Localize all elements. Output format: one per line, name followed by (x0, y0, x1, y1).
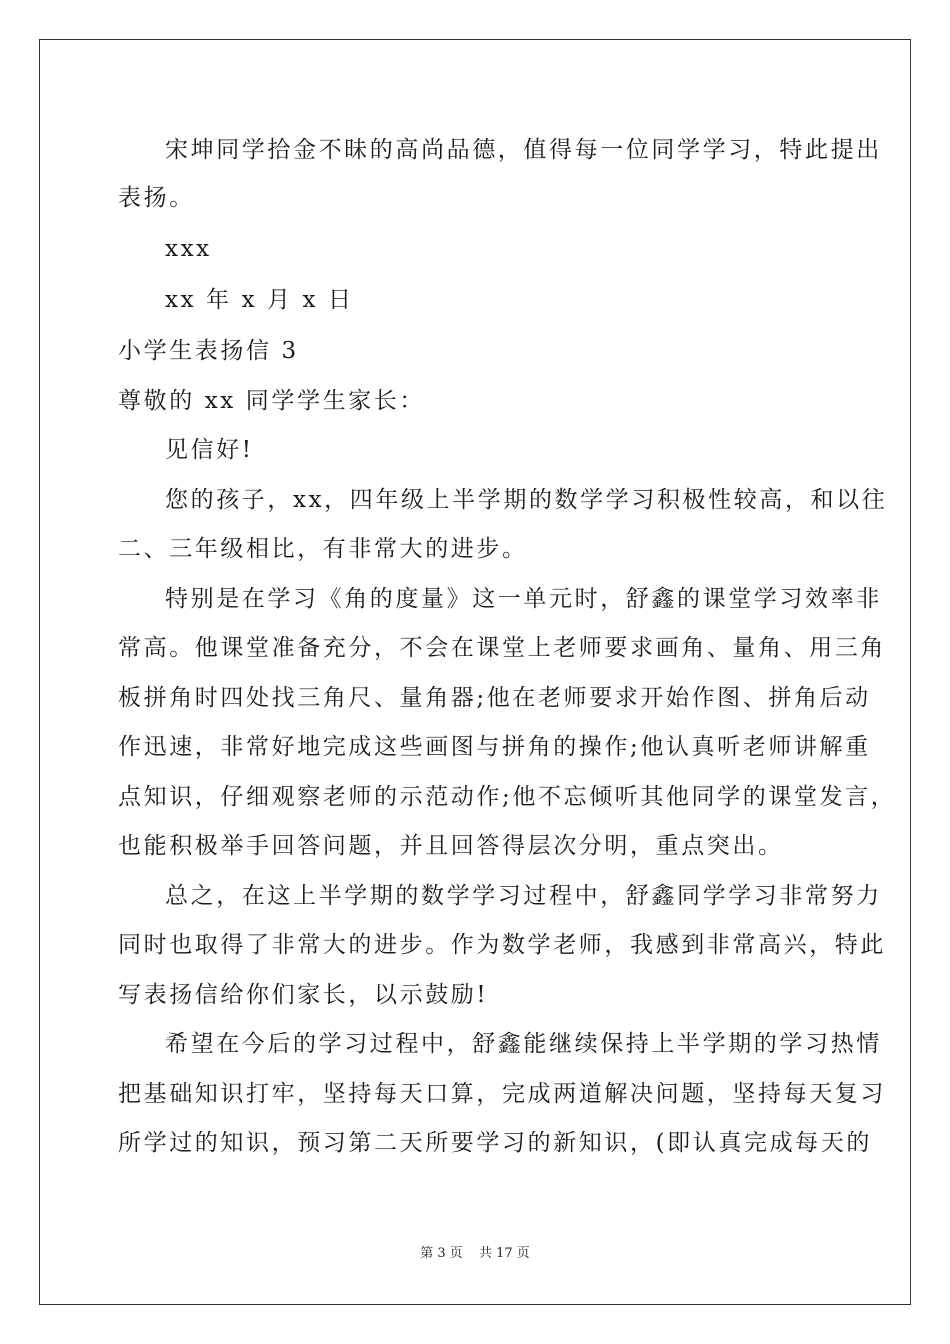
greeting: 见信好! (165, 437, 254, 463)
paragraph-line: 总之，在这上半学期的数学学习过程中，舒鑫同学学习非常努力 (165, 883, 882, 909)
paragraph-line: 您的孩子，xx，四年级上半学期的数学学习积极性较高，和以往 (165, 487, 888, 513)
paragraph-line: 表扬。 (118, 185, 195, 211)
paragraph-line: 作迅速，非常好地完成这些画图与拼角的操作;他认真听老师讲解重 (118, 734, 871, 760)
page-footer (0, 1245, 950, 1263)
paragraph-line: 也能积极举手回答问题，并且回答得层次分明，重点突出。 (118, 833, 784, 859)
salutation: 尊敬的 xx 同学学生家长： (118, 388, 425, 414)
page-number: 第 3 页 (420, 1246, 463, 1261)
paragraph-line: 板拼角时四处找三角尺、量角器;他在老师要求开始作图、拼角后动 (118, 685, 871, 711)
page-total: 共 17 页 (478, 1246, 530, 1261)
signature-date: xx 年 x 月 x 日 (165, 287, 354, 313)
paragraph-line: 写表扬信给你们家长，以示鼓励! (118, 982, 489, 1008)
paragraph-line: 常高。他课堂准备充分，不会在课堂上老师要求画角、量角、用三角 (118, 635, 886, 661)
paragraph-line: 所学过的知识，预习第二天所要学习的新知识，(即认真完成每天的 (118, 1130, 872, 1156)
paragraph-line: 特别是在学习《角的度量》这一单元时，舒鑫的课堂学习效率非 (165, 586, 882, 612)
paragraph-line: 把基础知识打牢，坚持每天口算，完成两道解决问题，坚持每天复习 (118, 1081, 886, 1107)
page-border (39, 39, 911, 1305)
paragraph-line: 宋坤同学拾金不昧的高尚品德，值得每一位同学学习，特此提出 (165, 137, 882, 163)
paragraph-line: 同时也取得了非常大的进步。作为数学老师，我感到非常高兴，特此 (118, 932, 886, 958)
paragraph-line: 希望在今后的学习过程中，舒鑫能继续保持上半学期的学习热情 (165, 1031, 882, 1057)
paragraph-line: 点知识，仔细观察老师的示范动作;他不忘倾听其他同学的课堂发言， (118, 784, 897, 810)
section-title: 小学生表扬信 3 (118, 338, 299, 364)
paragraph-line: 二、三年级相比，有非常大的进步。 (118, 536, 528, 562)
signature-name: xxx (165, 236, 212, 262)
